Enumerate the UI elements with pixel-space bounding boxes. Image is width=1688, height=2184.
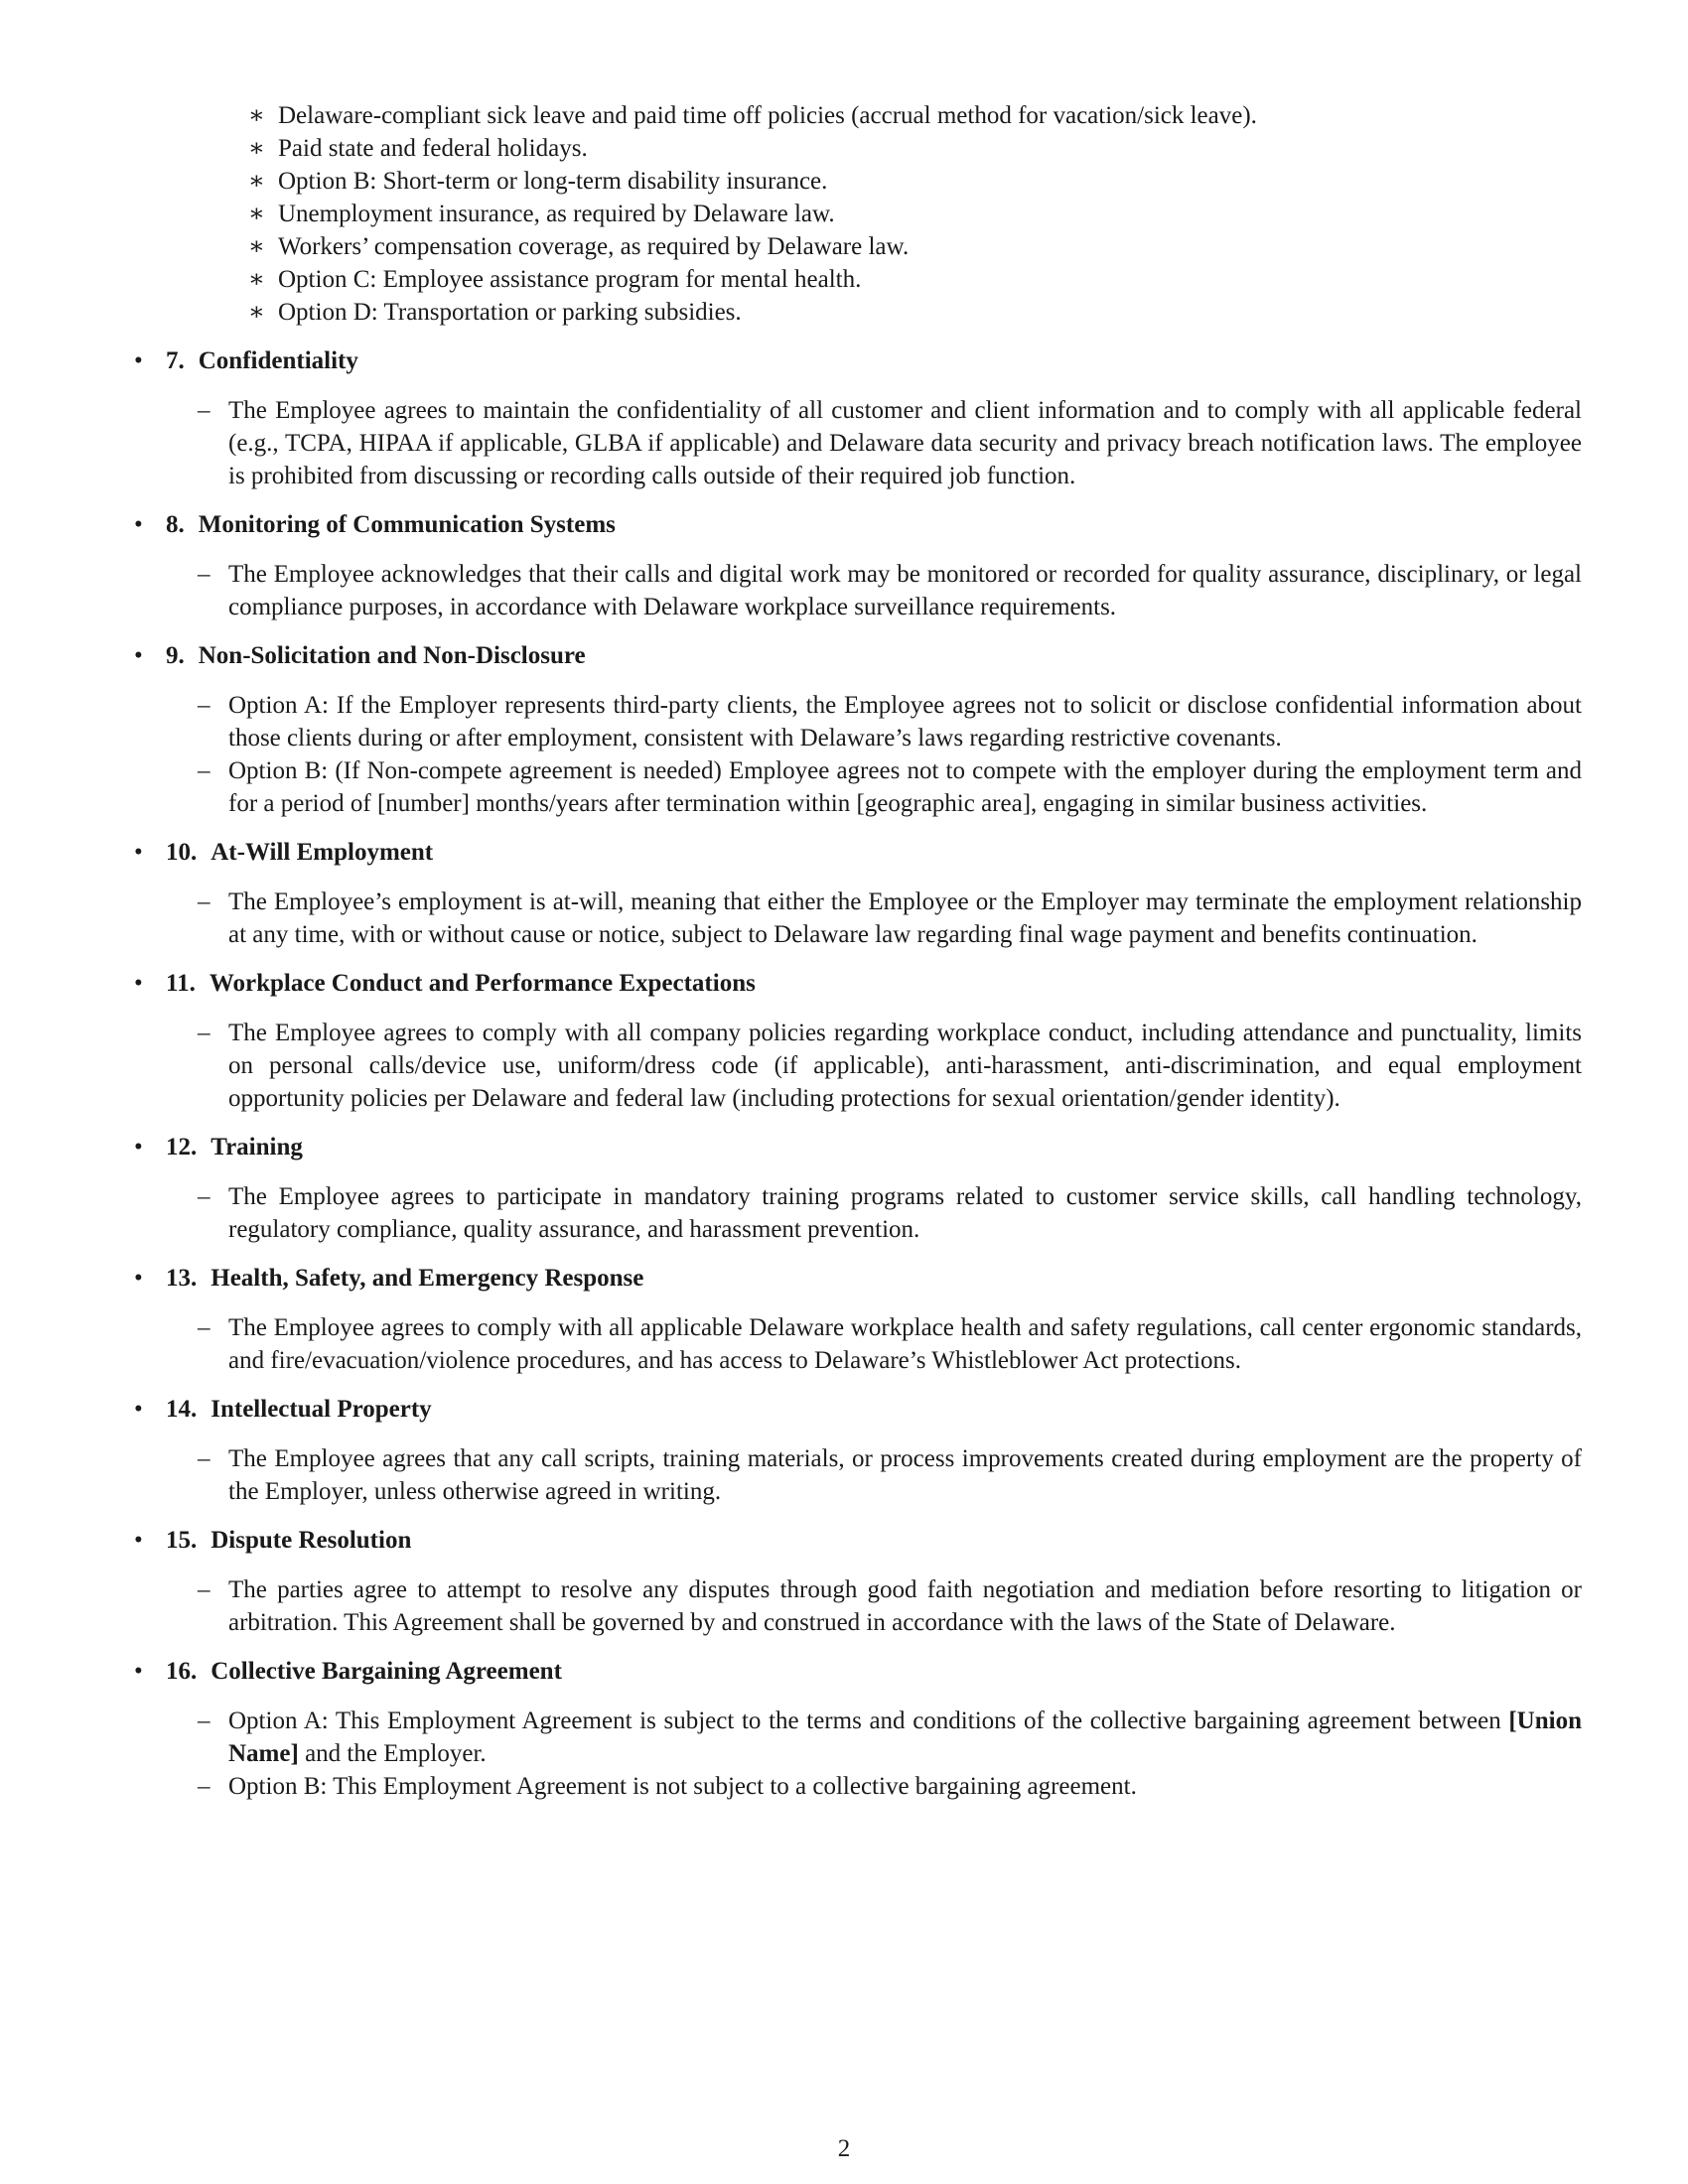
section-heading: • 16. Collective Bargaining Agreement (132, 1655, 1582, 1689)
list-item: ∗ Delaware-compliant sick leave and paid time off policies (accrual method for vacation/sick leave). (238, 99, 1529, 132)
dash-bullet-icon: – (198, 1020, 211, 1046)
list-item: – Option B: (If Non-compete agreement is needed) Employee agrees not to compete with the employer during the employment term and for a period of [number] months/years after termination within [geographic area], engaging in similar business activities. (228, 754, 1582, 820)
list-item: ∗ Workers’ compensation coverage, as required by Delaware law. (238, 230, 1529, 263)
dash-bullet-icon: – (198, 888, 211, 915)
list-item: – The Employee’s employment is at-will, meaning that either the Employee or the Employer may terminate the employment relationship at any time, with or without cause or notice, subject to Delaware law regarding final wage payment and benefits continuation. (228, 886, 1582, 951)
section-heading: • 15. Dispute Resolution (132, 1524, 1582, 1558)
page-number: 2 (837, 2135, 851, 2162)
list-item: ∗ Option D: Transportation or parking subsidies. (238, 296, 1529, 329)
bullet-icon: • (134, 642, 143, 669)
bullet-icon: • (134, 1396, 143, 1423)
list-item: ∗ Option C: Employee assistance program for mental health. (238, 263, 1529, 296)
agreement-sections (132, 344, 1582, 1819)
list-item: – The Employee agrees to comply with all applicable Delaware workplace health and safety regulations, call center ergonomic standards, and fire/evacuation/violence procedures, and has access to Delaware’s Whistleblower Act protections. (228, 1311, 1582, 1377)
bullet-icon: • (134, 1658, 143, 1685)
dash-bullet-icon: – (198, 1576, 211, 1603)
section-heading: • 8. Monitoring of Communication Systems (132, 508, 1582, 542)
section-workplace-conduct (132, 967, 1582, 1115)
dash-bullet-icon: – (198, 1707, 211, 1734)
section-heading: • 13. Health, Safety, and Emergency Response (132, 1262, 1582, 1296)
list-item: – The Employee agrees to maintain the confidentiality of all customer and client information and to comply with all applicable federal (e.g., TCPA, HIPAA if applicable, GLBA if applicable) and Delaware data security and privacy breach notification laws. The employee is prohibited from discussing or recording calls outside of their required job function. (228, 394, 1582, 492)
list-item: – The Employee acknowledges that their calls and digital work may be monitored or recorded for quality assurance, disciplinary, or legal compliance purposes, in accordance with Delaware workplace surveillance requirements. (228, 558, 1582, 623)
asterisk-bullet-icon: ∗ (248, 266, 265, 293)
section-heading: • 7. Confidentiality (132, 344, 1582, 378)
list-item: – Option A: This Employment Agreement is subject to the terms and conditions of the collective bargaining agreement between [Union Name] and the Employer. (228, 1705, 1582, 1770)
list-item: – The parties agree to attempt to resolve any disputes through good faith negotiation and mediation before resorting to litigation or arbitration. This Agreement shall be governed by and construed in accordance with the laws of the State of Delaware. (228, 1573, 1582, 1639)
dash-bullet-icon: – (198, 397, 211, 424)
bullet-icon: • (134, 970, 143, 997)
list-item: – Option B: This Employment Agreement is not subject to a collective bargaining agreement. (228, 1770, 1582, 1803)
section-non-solicitation (132, 639, 1582, 820)
dash-bullet-icon: – (198, 1183, 211, 1210)
list-item: – The Employee agrees to comply with all company policies regarding workplace conduct, including attendance and punctuality, limits on personal calls/device use, uniform/dress code (if applicable), anti-harassment, anti-discrimination, and equal employment opportunity policies per Delaware and federal law (including protections for sexual orientation/gender identity). (228, 1017, 1582, 1115)
bullet-icon: • (134, 347, 143, 374)
section-confidentiality (132, 344, 1582, 492)
asterisk-bullet-icon: ∗ (248, 168, 265, 195)
bullet-icon: • (134, 1527, 143, 1554)
dash-bullet-icon: – (198, 561, 211, 588)
union-name-placeholder: [Union Name] (228, 1707, 1582, 1767)
benefits-continued-list (238, 99, 1529, 329)
dash-bullet-icon: – (198, 692, 211, 719)
dash-bullet-icon: – (198, 1773, 211, 1800)
section-dispute-resolution (132, 1524, 1582, 1639)
bullet-icon: • (134, 1265, 143, 1292)
section-at-will (132, 836, 1582, 951)
list-item: – Option A: If the Employer represents third-party clients, the Employee agrees not to solicit or disclose confidential information about those clients during or after employment, consistent with Delaware’s laws regarding restrictive covenants. (228, 689, 1582, 754)
section-heading: • 9. Non-Solicitation and Non-Disclosure (132, 639, 1582, 673)
section-heading: • 10. At-Will Employment (132, 836, 1582, 870)
list-item: ∗ Unemployment insurance, as required by Delaware law. (238, 198, 1529, 230)
dash-bullet-icon: – (198, 1445, 211, 1472)
bullet-icon: • (134, 511, 143, 538)
asterisk-bullet-icon: ∗ (248, 135, 265, 162)
dash-bullet-icon: – (198, 757, 211, 784)
dash-bullet-icon: – (198, 1314, 211, 1341)
section-monitoring (132, 508, 1582, 623)
asterisk-bullet-icon: ∗ (248, 299, 265, 326)
list-item: ∗ Paid state and federal holidays. (238, 132, 1529, 165)
section-heading: • 14. Intellectual Property (132, 1393, 1582, 1427)
list-item: – The Employee agrees to participate in mandatory training programs related to customer service skills, call handling technology, regulatory compliance, quality assurance, and harassment prevention. (228, 1180, 1582, 1246)
list-item: ∗ Option B: Short-term or long-term disability insurance. (238, 165, 1529, 198)
bullet-icon: • (134, 1134, 143, 1160)
section-heading: • 11. Workplace Conduct and Performance Expectations (132, 967, 1582, 1001)
asterisk-bullet-icon: ∗ (248, 233, 265, 260)
section-heading: • 12. Training (132, 1131, 1582, 1164)
list-item: – The Employee agrees that any call scripts, training materials, or process improvements created during employment are the property of the Employer, unless otherwise agreed in writing. (228, 1442, 1582, 1508)
section-health-safety (132, 1262, 1582, 1377)
section-training (132, 1131, 1582, 1246)
asterisk-bullet-icon: ∗ (248, 102, 265, 129)
asterisk-bullet-icon: ∗ (248, 201, 265, 227)
bullet-icon: • (134, 839, 143, 866)
section-collective-bargaining (132, 1655, 1582, 1803)
section-intellectual-property (132, 1393, 1582, 1508)
